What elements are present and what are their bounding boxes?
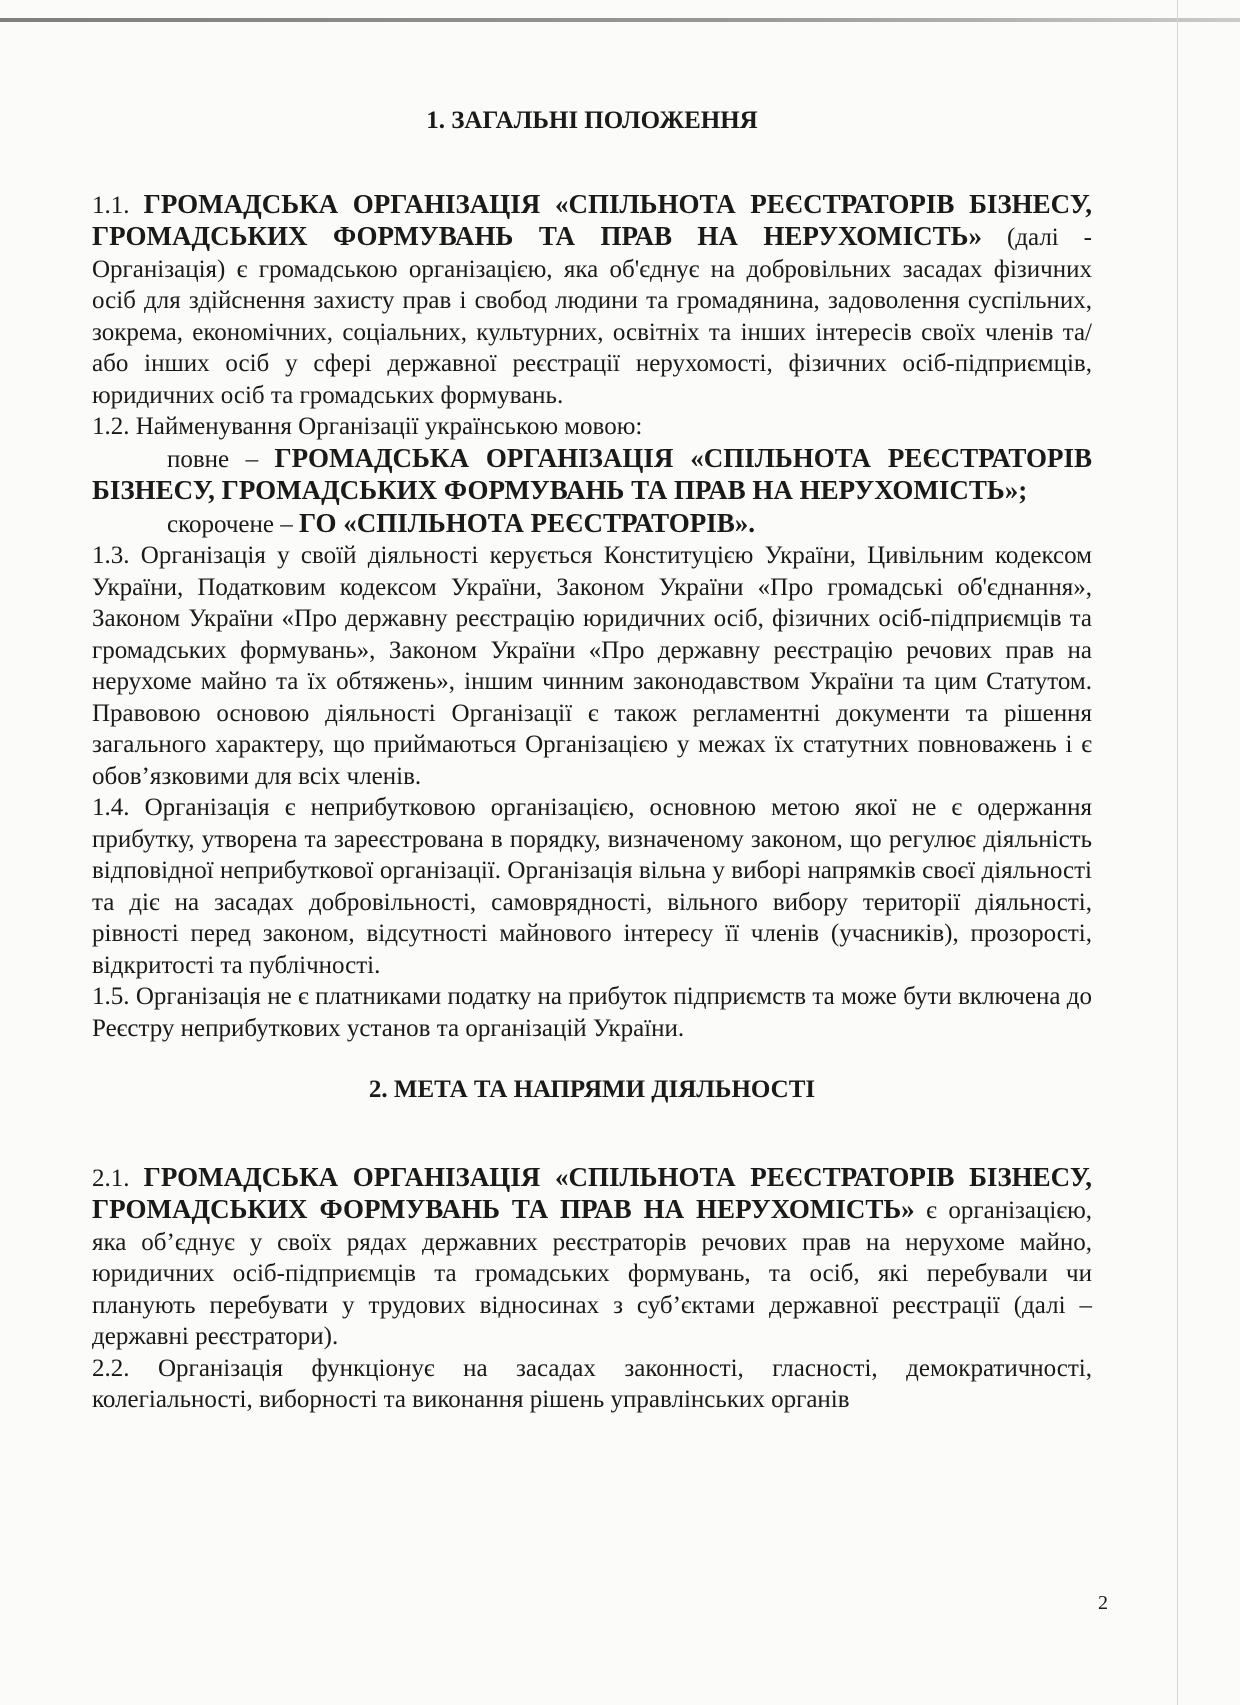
paragraph-1-2-short-name bbox=[92, 508, 1092, 541]
page-number: 2 bbox=[1098, 1592, 1108, 1614]
scan-edge-top bbox=[0, 18, 1240, 22]
paragraph-2-2: 2.2. Організація функціонує на засадах законності, гласності, демократичності, колегіальності, виборності та виконання рішень управлінських органів bbox=[92, 1354, 1092, 1413]
full-name-value: ГРОМАДСЬКА ОРГАНІЗАЦІЯ «СПІЛЬНОТА РЕЄСТРАТОРІВ БІЗНЕСУ, ГРОМАДСЬКИХ ФОРМУВАНЬ ТА ПРАВ НА НЕРУХОМІСТЬ»; bbox=[92, 442, 1092, 505]
organization-name-2: ГРОМАДСЬКА ОРГАНІЗАЦІЯ «СПІЛЬНОТА РЕЄСТРАТОРІВ БІЗНЕСУ, ГРОМАДСЬКИХ ФОРМУВАНЬ ТА ПРАВ НА НЕРУХОМІСТЬ» bbox=[92, 1161, 1092, 1224]
document-body bbox=[92, 105, 1092, 1416]
paragraph-1-1-text: (далі - Організація) є громадською організацією, яка об'єднує на добровільних засадах фізичних осіб для здійснення захисту прав і свобод людини та громадянина, задоволення суспільних, зокрема, економічних, соціальних, культурних, освітніх та інших інтересів своїх членів та/або інших осіб у сфері державної реєстрації нерухомості, фізичних осіб-підприємців, юридичних осіб та громадських формувань. bbox=[92, 224, 1093, 409]
paragraph-1-3: 1.3. Організація у своїй діяльності керується Конституцією України, Цивільним кодексом України, Податковим кодексом України, Законом України «Про громадські об'єднання», Законом України «Про державну реєстрацію юридичних осіб, фізичних осіб-підприємців та громадських формувань», Законом України «Про державну реєстрацію речових прав на нерухоме майно та їх обтяжень», іншим чинним законодавством України та цим Статутом. Правовою основою діяльності Організації є також регламентні документи та рішення загального характеру, що приймаються Організацією у межах їх статутних повноважень і є обов’язковими для всіх членів. bbox=[92, 542, 1092, 790]
paragraph-1-1-number: 1.1. bbox=[92, 191, 130, 219]
scan-edge-right bbox=[1177, 0, 1178, 1705]
paragraph-1-2-intro: 1.2. Найменування Організації українською мовою: bbox=[92, 413, 643, 440]
paragraph-1-1 bbox=[92, 189, 1092, 412]
paragraph-2-1-number: 2.1. bbox=[92, 1164, 130, 1192]
short-name-label: скорочене – bbox=[167, 510, 293, 538]
section-1-heading: 1. ЗАГАЛЬНІ ПОЛОЖЕННЯ bbox=[426, 107, 758, 134]
paragraph-2-1 bbox=[92, 1162, 1092, 1353]
full-name-label: повне – bbox=[167, 445, 259, 473]
paragraph-1-4: 1.4. Організація є неприбутковою організацією, основною метою якої не є одержання прибутку, утворена та зареєстрована в порядку, визначеному законом, що регулює діяльність відповідної неприбуткової організації. Організація вільна у виборі напрямків своєї діяльності та діє на засадах добровільності, самоврядності, вільного вибору території діяльності, рівності перед законом, відсутності майнового інтересу її членів (учасників), прозорості, відкритості та публічності. bbox=[92, 794, 1092, 979]
paragraph-1-5: 1.5. Організація не є платниками податку на прибуток підприємств та може бути включена до Реєстру неприбуткових установ та організацій України. bbox=[92, 983, 1092, 1042]
paragraph-1-2-full-name bbox=[92, 443, 1092, 508]
short-name-value: ГО «СПІЛЬНОТА РЕЄСТРАТОРІВ». bbox=[298, 507, 756, 538]
organization-name: ГРОМАДСЬКА ОРГАНІЗАЦІЯ «СПІЛЬНОТА РЕЄСТРАТОРІВ БІЗНЕСУ, ГРОМАДСЬКИХ ФОРМУВАНЬ ТА ПРАВ НА НЕРУХОМІСТЬ» bbox=[92, 188, 1092, 251]
section-2-heading: 2. МЕТА ТА НАПРЯМИ ДІЯЛЬНОСТІ bbox=[368, 1076, 816, 1103]
paragraph-2-1-text: є організацією, яка об’єднує у своїх рядах державних реєстраторів речових прав на нерухоме майно, юридичних осіб-підприємців та громадських формувань, та осіб, які перебували чи планують перебувати у трудових відносинах з суб’єктами державної реєстрації (далі – державні реєстратори). bbox=[92, 1197, 1093, 1350]
